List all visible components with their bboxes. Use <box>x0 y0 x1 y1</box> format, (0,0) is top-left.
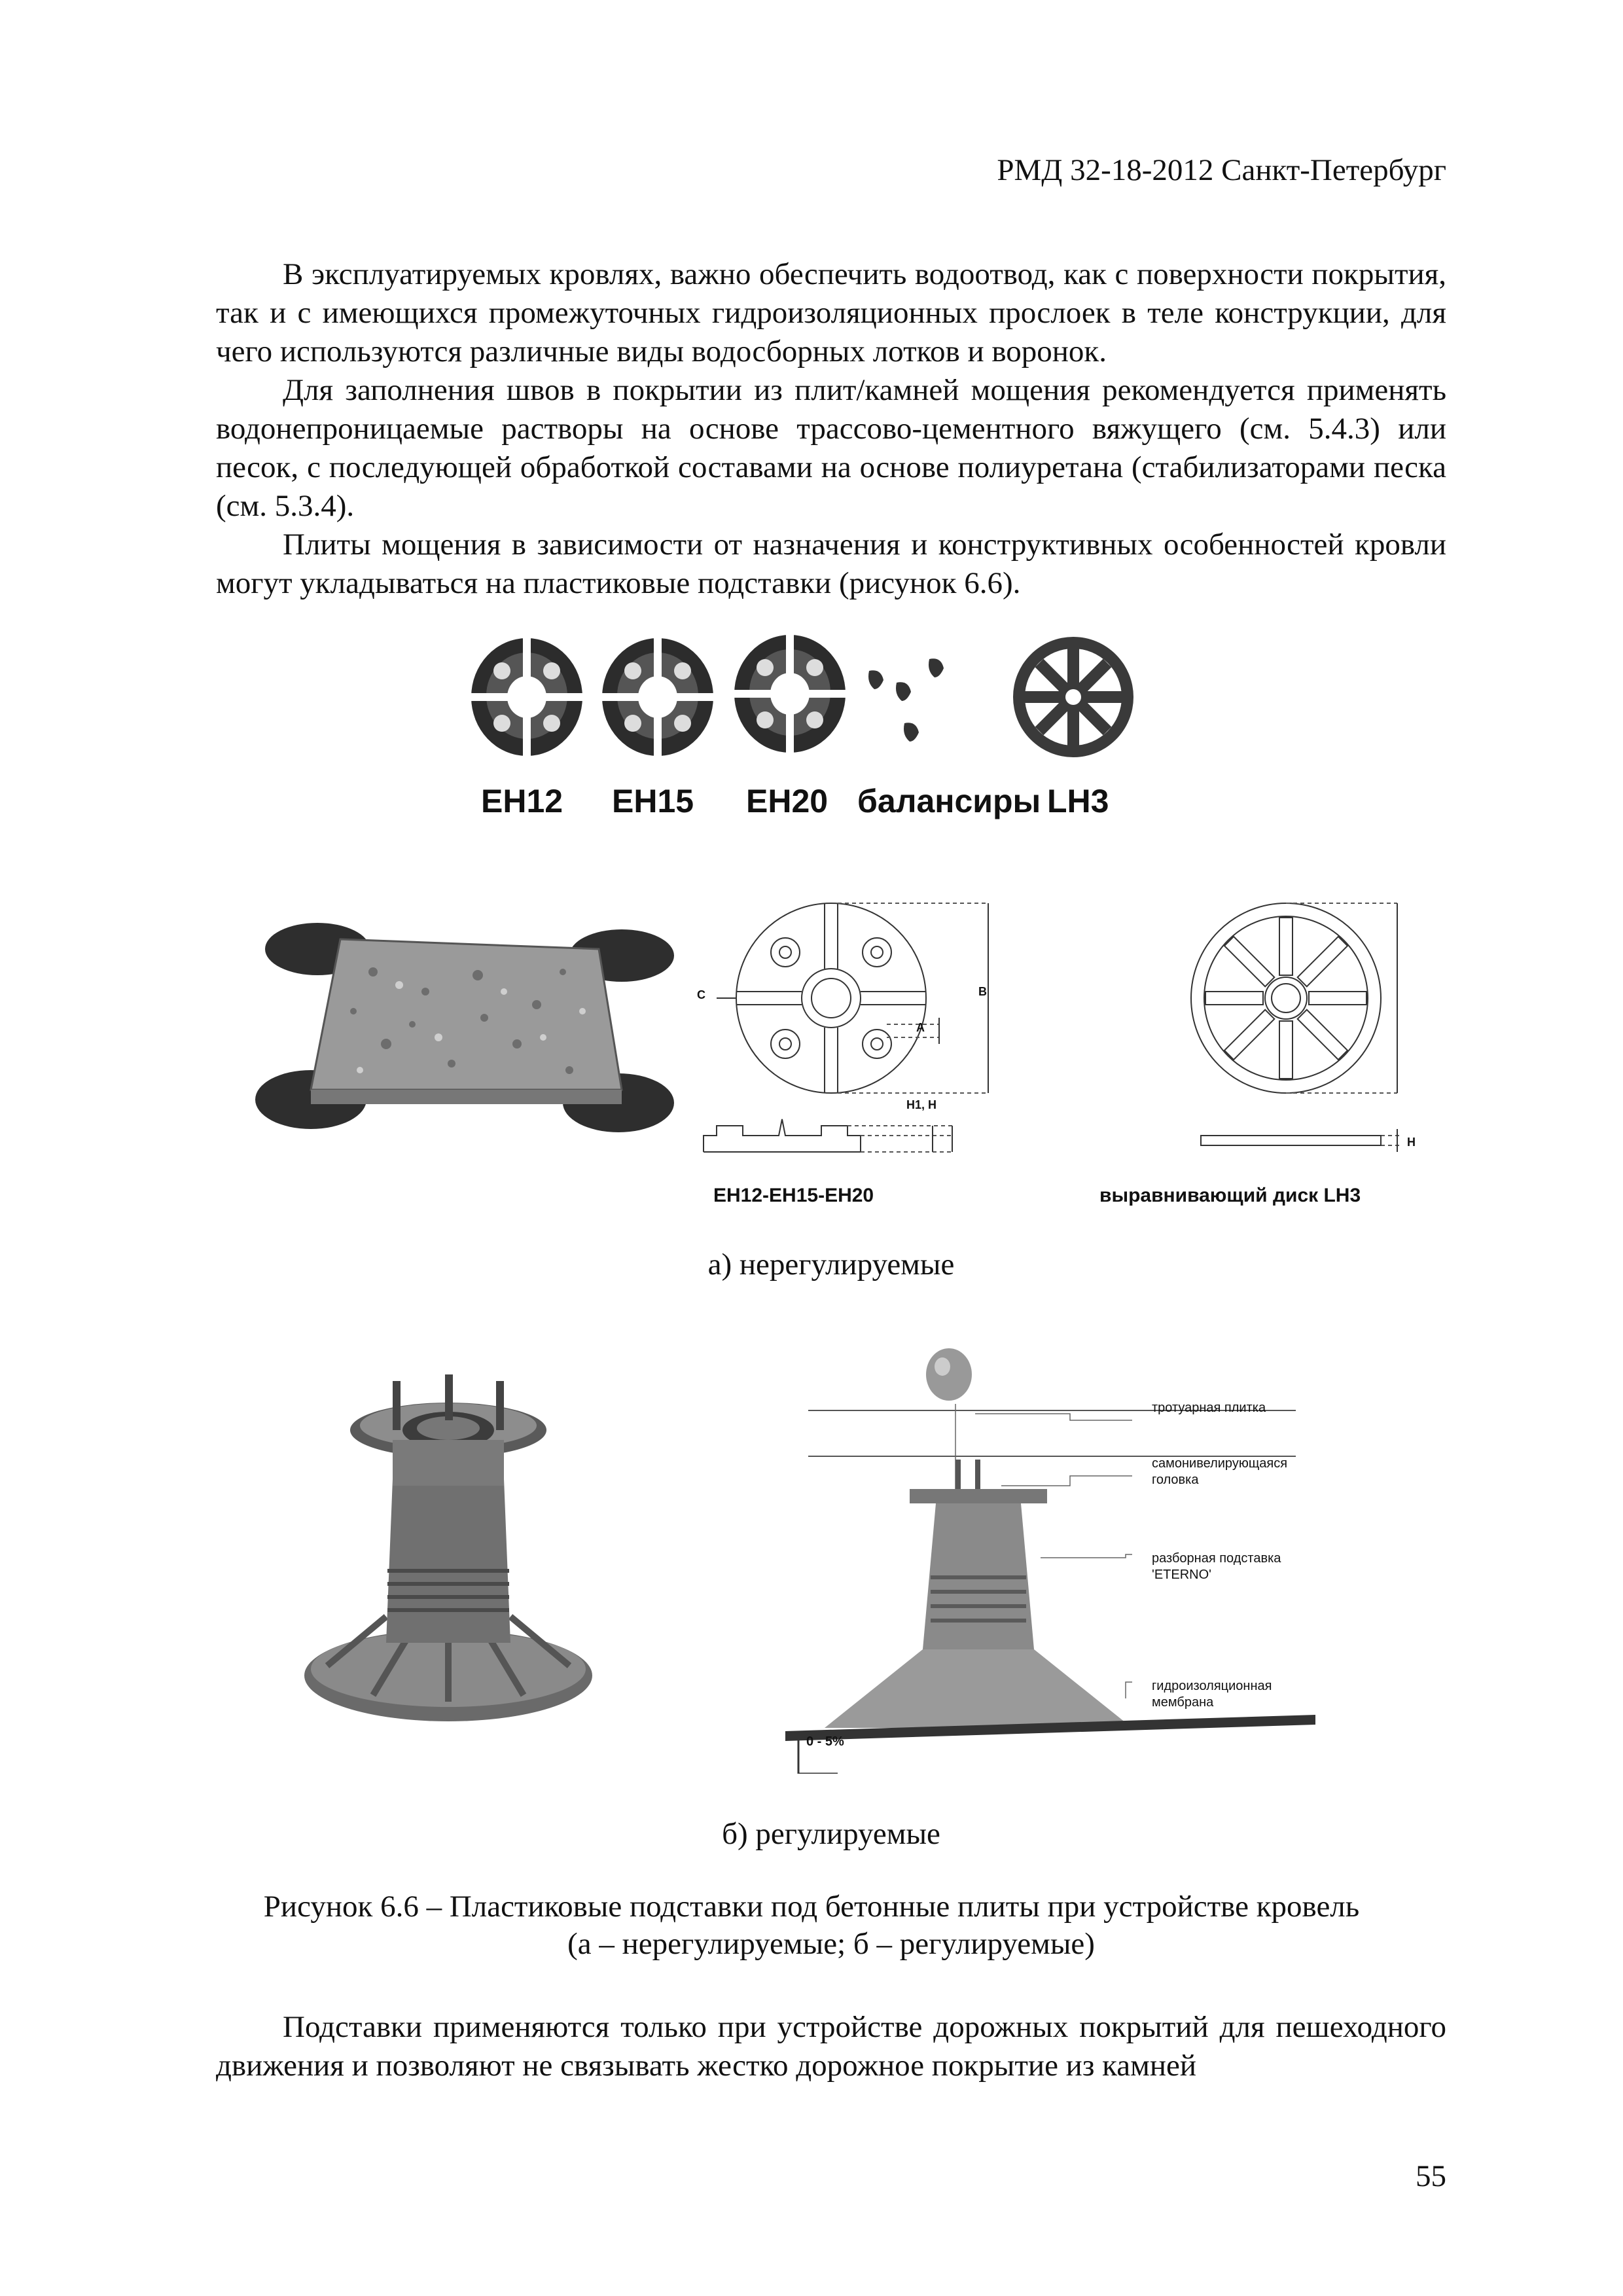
label-head-line2: головка <box>1152 1473 1199 1487</box>
dim-label-h: H <box>1407 1136 1416 1149</box>
page-number: 55 <box>1416 2159 1446 2193</box>
label-support-line1: разборная подставка <box>1152 1551 1281 1566</box>
label-membrane-line2: мембрана <box>1152 1695 1214 1710</box>
dim-label-c: C <box>697 988 705 1001</box>
dim-label-b: B <box>978 985 987 998</box>
caption-lh3-drawing: выравнивающий диск LH3 <box>1099 1185 1361 1206</box>
dim-label-h1-h: H1, H <box>906 1098 937 1111</box>
figure-caption-line2: (а – нерегулируемые; б – регулируемые) <box>567 1927 1095 1961</box>
eh12-photo <box>471 638 582 756</box>
slab-on-pedestals-photo <box>255 913 681 1155</box>
label-lh3: LH3 <box>1047 783 1109 819</box>
paragraph-drainage: В эксплуатируемых кровлях, важно обеспечить водоотвод, как с поверхности покрытия, так и с имеющихся промежуточных гидроизоляционных прослоек в теле конструкции, для чего используются различные виды водосборных лотков и воронок. <box>216 257 1446 368</box>
pedestal-product-photos <box>471 632 1165 762</box>
lh3-technical-drawing <box>1175 897 1423 1172</box>
document-header: РМД 32-18-2012 Санкт-Петербург <box>997 153 1446 187</box>
label-tile: тротуарная плитка <box>1152 1401 1266 1415</box>
adjustable-pedestal-photo <box>288 1368 615 1728</box>
lh3-photo <box>1013 637 1133 757</box>
label-eh20: ЕН20 <box>746 783 829 819</box>
eh15-photo <box>602 638 713 756</box>
label-support-line2: 'ETERNO' <box>1152 1568 1211 1582</box>
subcaption-b: б) регулируемые <box>722 1817 940 1851</box>
label-eh12: ЕН12 <box>481 783 563 819</box>
figure-caption-line1: Рисунок 6.6 – Пластиковые подставки под бетонные плиты при устройстве кровель <box>263 1890 1360 1924</box>
label-membrane-line1: гидроизоляционная <box>1152 1679 1272 1693</box>
dim-label-a: A <box>916 1021 925 1034</box>
label-balancers: балансиры <box>857 783 1041 819</box>
paragraph-closing: Подставки применяются только при устройстве дорожных покрытий для пешеходного движения и позволяют не связывать жестко дорожное покрытие из камней <box>216 2010 1446 2083</box>
adjustable-pedestal-section-diagram <box>759 1342 1335 1774</box>
subcaption-a: а) нерегулируемые <box>707 1247 955 1282</box>
eh20-photo <box>734 635 846 753</box>
paragraph-pedestals: Плиты мощения в зависимости от назначения и конструктивных особенностей кровли могут укладываться на пластиковые подставки (рисунок 6.6). <box>216 528 1446 600</box>
balancers-photo <box>868 658 944 742</box>
caption-eh-drawing: ЕН12-ЕН15-ЕН20 <box>713 1185 874 1206</box>
label-slope: 0 - 5% <box>806 1734 844 1749</box>
eh-technical-drawing <box>690 890 998 1178</box>
paragraph-joint-filling: Для заполнения швов в покрытии из плит/камней мощения рекомендуется применять водонепроницаемые растворы на основе трассово-цементного вяжущего (см. 5.4.3) или песок, с последующей обработкой составами на основе полиуретана (стабилизаторами песка (см. 5.3.4). <box>216 373 1446 523</box>
label-eh15: ЕН15 <box>612 783 694 819</box>
label-head-line1: самонивелирующаяся <box>1152 1456 1288 1471</box>
product-labels <box>471 782 1165 828</box>
